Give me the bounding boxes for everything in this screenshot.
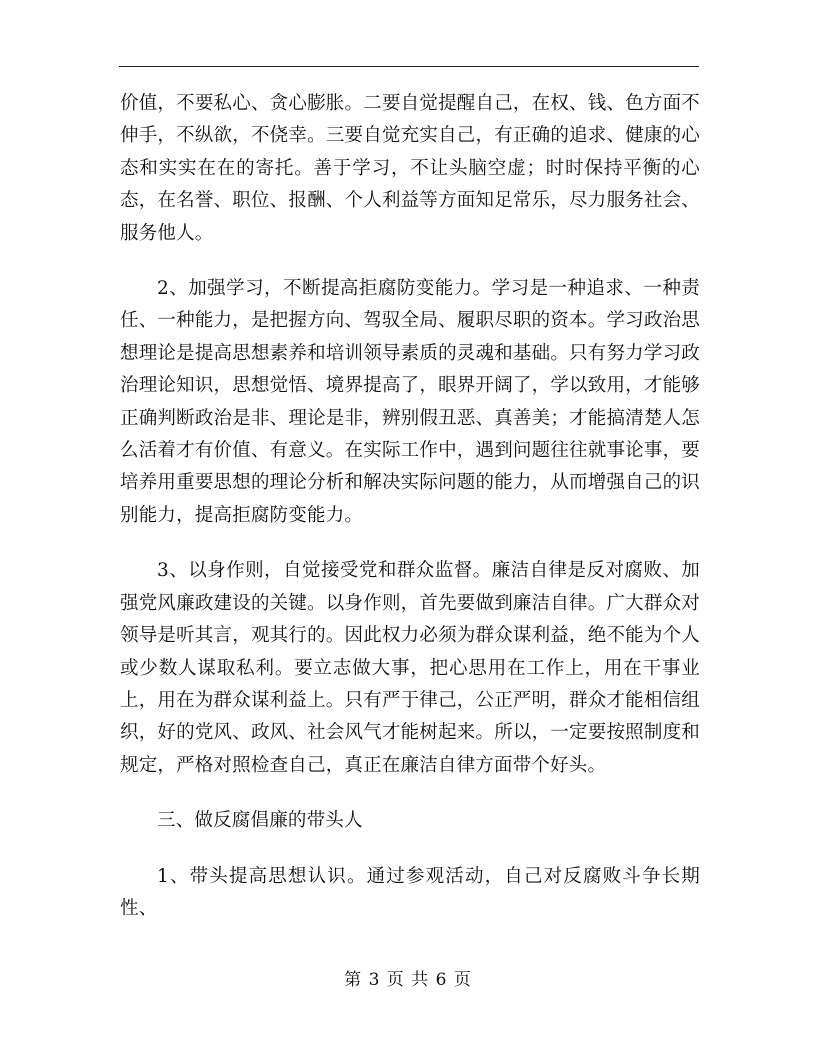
page-number: 第 3 页 共 6 页 (344, 970, 472, 990)
section-heading: 三、做反腐倡廉的带头人 (157, 810, 363, 832)
paragraph-study: 2、加强学习，不断提高拒腐防变能力。学习是一种追求、一种责任、一种能力，是把握方向、驾驭全局、履职尽职的资本。学习政治思想理论是提高思想素养和培训领导素质的灵魂和基础。只有努力学习政治理论知识，思想觉悟、境界提高了，眼界开阔了，学以致用，才能够正确判断政治是非、理论是非，辨别假丑恶、真善美；才能搞清楚人怎么活着才有价值、有意义。在实际工作中，遇到问题往往就事论事，要培养用重要思想的理论分析和解决实际问题的能力，从而增强自己的识别能力，提高拒腐防变能力。 (120, 278, 700, 526)
document-body (120, 88, 700, 925)
header-rule (119, 66, 699, 67)
paragraph-awareness: 1、带头提高思想认识。通过参观活动，自己对反腐败斗争长期性、 (120, 865, 700, 919)
paragraph-continuation: 价值，不要私心、贪心膨胀。二要自觉提醒自己，在权、钱、色方面不伸手，不纵欲，不侥幸。三要自觉充实自己，有正确的追求、健康的心态和实实在在的寄托。善于学习，不让头脑空虚；时时保持平衡的心态，在名誉、职位、报酬、个人利益等方面知足常乐，尽力服务社会、服务他人。 (120, 93, 700, 244)
paragraph-lead-by-example: 3、以身作则，自觉接受党和群众监督。廉洁自律是反对腐败、加强党风廉政建设的关键。以身作则，首先要做到廉洁自律。广大群众对领导是听其言，观其行的。因此权力必须为群众谋利益，绝不能为个人或少数人谋取私利。要立志做大事，把心思用在工作上，用在干事业上，用在为群众谋利益上。只有严于律己，公正严明，群众才能相信组织，好的党风、政风、社会风气才能树起来。所以，一定要按照制度和规定，严格对照检查自己，真正在廉洁自律方面带个好头。 (120, 560, 700, 776)
